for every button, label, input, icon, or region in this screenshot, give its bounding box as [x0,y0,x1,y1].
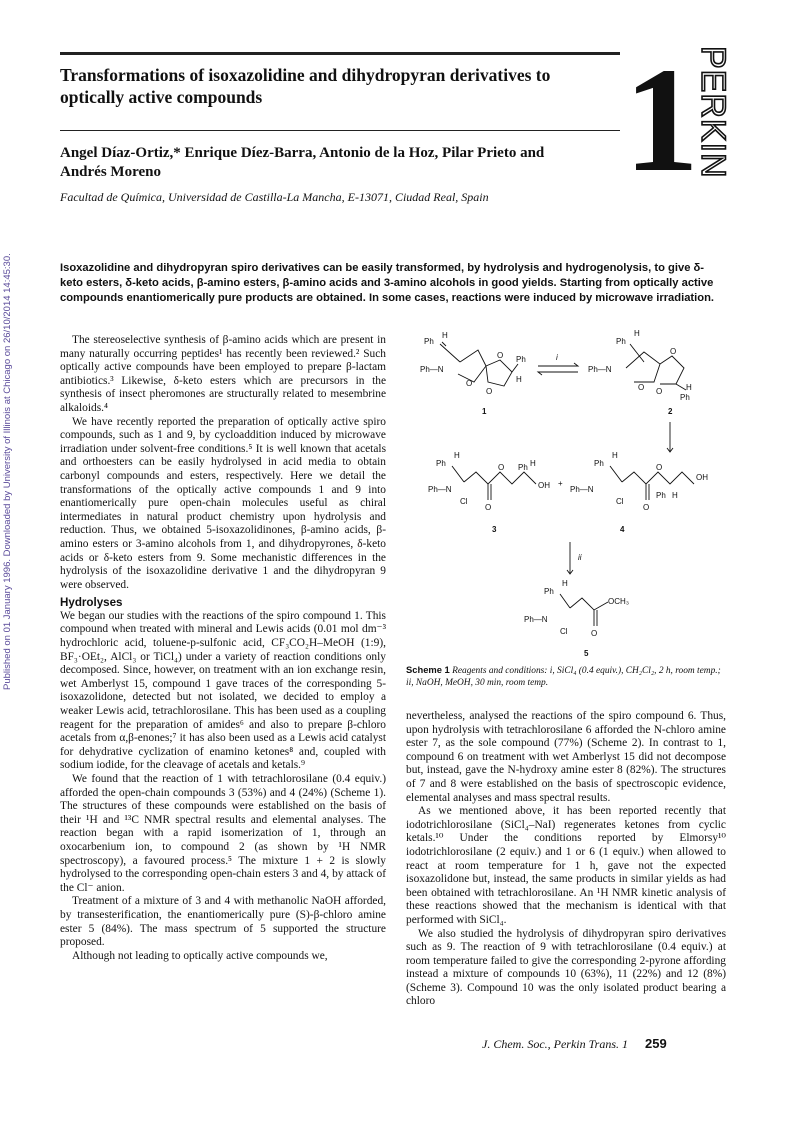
atom-label: OH [538,481,550,490]
perkin-logo [618,38,738,178]
atom-label: O [638,383,645,392]
equilibrium-arrows [538,353,578,375]
compound-label: 3 [492,525,497,534]
right-column [406,710,726,1009]
atom-label: OH [696,473,708,482]
paragraph: Treatment of a mixture of 3 and 4 with methanolic NaOH afforded, by transesterification, the enantiomerically pure (S)-β-chloro amine ester 5 (84%). The mass spectrum of 5 supported the structure proposed. [60,895,386,949]
atom-label: H [442,331,448,340]
atom-label: Ph [436,459,446,468]
atom-label: Ph—N [420,365,444,374]
atom-label: Cl [460,497,468,506]
paragraph: We have recently reported the preparation of optically active spiro compounds, such as 1 and 9, by cycloaddition induced by microwave irradiation under solvent-free conditions.⁵ It is well known that acetals and orthoesters can be easily hydrolysed in acid media to obtain carbonyl compounds and esters, respectively. Here we detail the transformations of the optically active compounds 1 and 9 into enantiomerically pure open-chain molecules useful as chiral intermediates in natural product chemistry upon hydrolysis and reduction. Thus, we obtained 5-isoxazolidinones, β-amino acids, β-amino esters or 3-amino alcohols from 1, and dihydropyrones, δ-keto acids or δ-keto esters from 9. Some mechanistic differences in the hydrolysis of the isoxazolidine derivative 1 and the dihydropyran 9 were observed. [60,415,386,591]
page-footer [482,1036,667,1052]
scheme-1-figure [420,322,720,662]
compound-1-structure [420,331,526,416]
atom-label: Ph [594,459,604,468]
caption-text: Reagents and conditions: i, SiCl₄ (0.4 equiv.), CH₂Cl₂, 2 h, room temp.; ii, NaOH, MeOH, 30 min, room temp. [406,666,721,688]
atom-label: Ph [518,463,528,472]
section-heading: Hydrolyses [60,596,123,610]
compound-label: 1 [482,407,487,416]
atom-label: Ph—N [524,615,548,624]
atom-label: O [643,503,650,512]
reagent-label: ii [578,553,582,562]
compound-2-structure [588,329,692,416]
atom-label: Ph—N [588,365,612,374]
atom-label: OCH₃ [608,597,630,606]
atom-label: Ph—N [428,485,452,494]
atom-label: O [670,347,677,356]
paragraph: As we mentioned above, it has been reported recently that iodotrichlorosilane (SiCl₄–NaI) regenerates ketones from cyclic ketals.¹⁰ Under the conditions reported by Elmorsy¹⁰ iodotrichlorosilane (2 equiv.) and 1 or 6 (1 equiv.) when allowed to react at room temperature for 1 h, gave not the expected isoxazolidone but, instead, the same products in similar yields as had been obtained with tetrachlorosilane. An ¹H NMR kinetic analysis of these reactions showed that the mechanism is identical with that performed with SiCl₄. [406,805,726,926]
scheme-caption [406,664,726,690]
atom-label: Cl [560,627,568,636]
atom-label: Ph [544,587,554,596]
atom-label: H [672,491,678,500]
reagent-label: i [556,353,558,362]
logo-number: 1 [624,38,699,178]
atom-label: Ph—N [570,485,594,494]
atom-label: O [497,351,504,360]
atom-label: Ph [656,491,666,500]
side-note-text: Published on 01 January 1996. Downloaded by University of Illinois at Chicago on 26/10/2014 14:45:30. [2,253,13,690]
atom-label: H [612,451,618,460]
paragraph: We began our studies with the reactions of the spiro compound 1. This compound when treated with mineral and Lewis acids (0.01 mol dm⁻³ hydrochloric acid, toluene-p-sulfonic acid, CF₃CO₂H–MeOH (1:9), BF₃·OEt₂, AlCl₃ or TiCl₄) under a variety of reaction conditions only decomposed. Since, however, on treatment with an ion exchange resin, wet Amberlyst 15, compound 1 gave traces of the corresponding 5-isoxazolidone, detected but not isolated, we decided to employ a weaker Lewis acid, tetrachlorosilane. This has been used as a coupling reagent for the preparation of amides⁶ and also to prepare β-chloro acetals from α,β-enones;⁷ it has also been used as a Lewis acid catalyst for dehydrative cyclization of enamino ketones⁸ and, coupled with sodium iodide, for the cleavage of acetals and ketals.⁹ [60,609,386,772]
compound-label: 4 [620,525,625,534]
compound-label: 2 [668,407,673,416]
atom-label: O [591,629,598,638]
atom-label: H [516,375,522,384]
atom-label: O [656,463,663,472]
abstract: Isoxazolidine and dihydropyran spiro derivatives can be easily transformed, by hydrolysis and hydrogenolysis, to give δ-keto esters, δ-keto acids, β-amino esters, β-amino acids and 3-amino alcohols in good yields. Starting from optically active compounds enantiomerically pure products are obtained. In some cases, reactions were induced by microwave irradiation. [60,262,715,304]
left-column [60,334,386,963]
paragraph: The stereoselective synthesis of β-amino acids which are present in many naturally occurring peptides¹ has recently been reviewed.² Such optically active compounds have been employed to prepare β-lactam antibiotics.³ Likewise, δ-keto esters which are precursors in the synthesis of insect pheromones are structurally related to mesembrine alkaloids.⁴ [60,334,386,414]
atom-label: H [454,451,460,460]
atom-label: O [498,463,505,472]
atom-label: Ph [616,337,626,346]
atom-label: H [634,329,640,338]
page-number: 259 [645,1036,667,1051]
download-side-note [2,250,16,690]
atom-label: H [686,383,692,392]
affiliation: Facultad de Química, Universidad de Castilla-La Mancha, E-13071, Ciudad Real, Spain [60,190,489,204]
paragraph: Although not leading to optically active compounds we, [72,949,328,962]
atom-label: Ph [424,337,434,346]
paragraph: We found that the reaction of 1 with tetrachlorosilane (0.4 equiv.) afforded the open-chain compounds 3 (53%) and 4 (24%) (Scheme 1). The structures of these compounds were established on the basis of their ¹H and ¹³C NMR spectral results and elemental analyses. The reaction began with a rapid isomerization of 1, through an oxocarbenium ion, to compound 2 (as shown by ¹H NMR spectroscopy), a favoured process.⁵ The mixture 1 + 2 is slowly hydrolysed to the corresponding open-chain esters 3 and 4, by attack of the Cl⁻ anion. [60,773,386,894]
atom-label: Ph [680,393,690,402]
compound-4-structure [570,451,708,534]
compound-label: 5 [584,649,589,658]
top-rule [60,52,620,55]
paragraph: We also studied the hydrolysis of dihydropyran spiro derivatives such as 9. The reaction of 9 with tetrachlorosilane (0.4 equiv.) at room temperature failed to give the corresponding 2-pyrone affording instead a mixture of compounds 10 (63%), 11 (22%) and 12 (8%) (Scheme 3). Compound 10 was the only isolated product bearing a chloro [406,927,726,1008]
author-list: Angel Díaz-Ortiz,* Enrique Díez-Barra, Antonio de la Hoz, Pilar Prieto and Andrés Moreno [60,145,545,180]
title-rule [60,130,620,131]
atom-label: H [562,579,568,588]
logo-word: PERKIN [694,46,732,178]
article-title: Transformations of isoxazolidine and dihydropyran derivatives to optically active compounds [60,65,551,107]
plus-sign: + [558,479,563,488]
atom-label: Ph [516,355,526,364]
paragraph: nevertheless, analysed the reactions of the spiro compound 6. Thus, upon hydrolysis with tetrachlorosilane 6 afforded the N-chloro amine ester 7, as the sole compound (77%) (Scheme 2). In contrast to 1, compound 6 on treatment with wet Amberlyst 15 did not decompose but, instead, gave the N-hydroxy amine ester 8 (82%). The structures of 7 and 8 were established on the basis of spectroscopic evidence, elemental analyses and mass spectral results. [406,710,726,804]
caption-label: Scheme 1 [406,664,450,675]
journal-name: J. Chem. Soc., Perkin Trans. 1 [482,1037,628,1051]
atom-label: O [486,387,493,396]
atom-label: O [466,379,473,388]
compound-5-structure [524,579,629,658]
atom-label: O [656,387,663,396]
compound-3-structure [428,451,550,534]
atom-label: Cl [616,497,624,506]
atom-label: O [485,503,492,512]
atom-label: H [530,459,536,468]
